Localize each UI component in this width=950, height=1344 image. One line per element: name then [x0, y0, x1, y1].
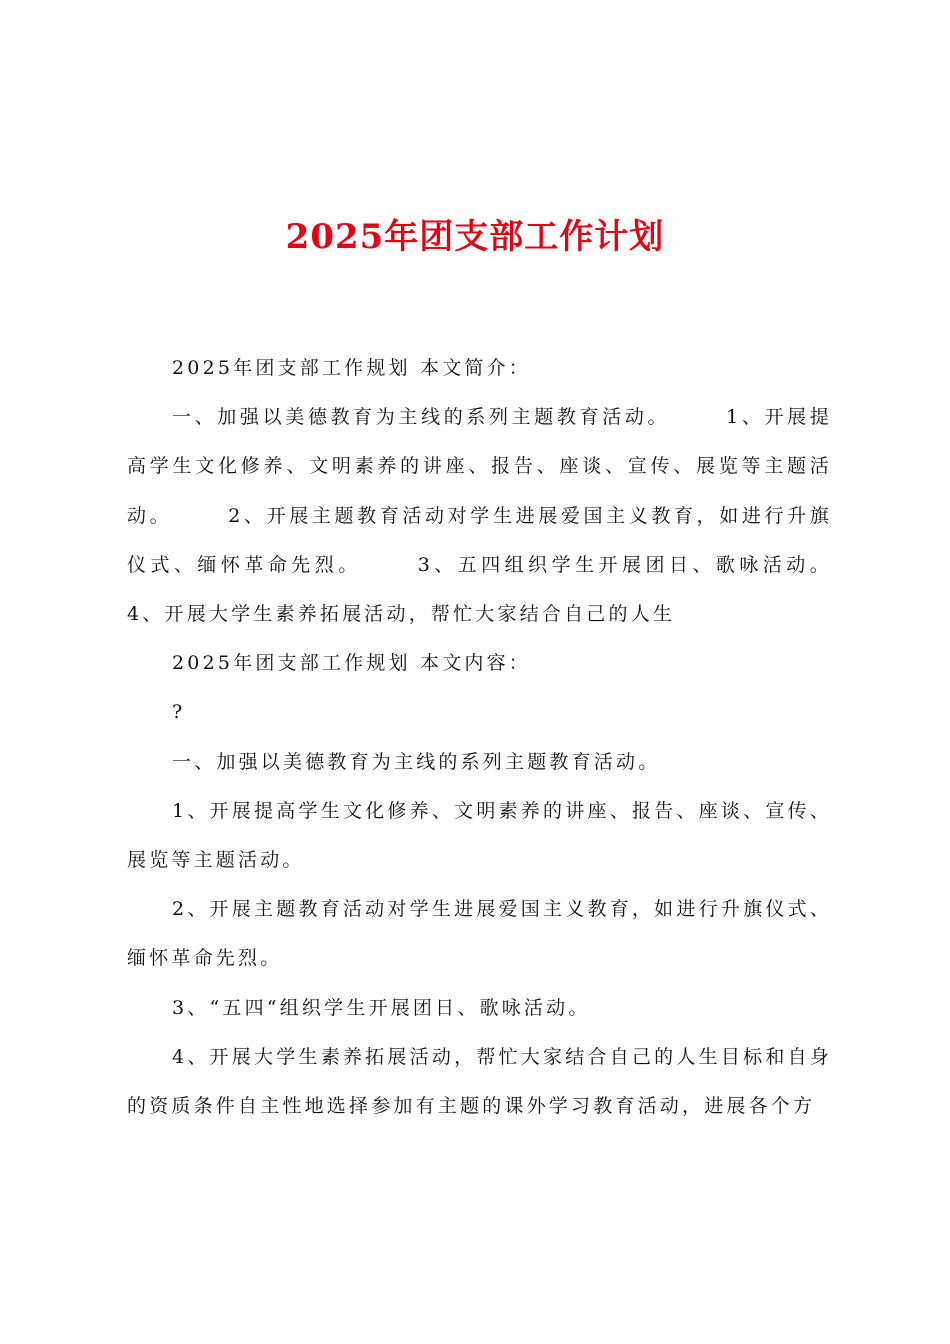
list-item: 1、开展提高学生文化修养、文明素养的讲座、报告、座谈、宣传、展览等主题活动。 [127, 799, 832, 872]
list-item: 2、开展主题教育活动对学生进展爱国主义教育，如进行升旗仪式、缅怀革命先烈。 [127, 898, 832, 970]
document-body [127, 344, 832, 1131]
content-heading: 2025年团支部工作规划 本文内容： [172, 652, 531, 675]
summary-segment: 1、开展提高学生文化修养、文明素养的讲座、报告、座谈、宣传、展览等主题活动。 [127, 406, 832, 527]
list-item: 4、开展大学生素养拓展活动，帮忙大家结合自己的人生目标和自身的资质条件自主性地选择参加有主题的课外学习教育活动，进展各个方 [127, 1045, 832, 1118]
summary-paragraph [127, 393, 832, 639]
summary-segment: 3、五四组织学生开展团日、歌咏活动。 [417, 553, 832, 576]
summary-segment: 一、加强以美德教育为主线的系列主题教育活动。 [172, 406, 671, 429]
section-heading: 一、加强以美德教育为主线的系列主题教育活动。 [172, 750, 661, 773]
document-title: 2025年团支部工作计划 [285, 217, 665, 257]
summary-segment: 2、开展主题教育活动对学生进展爱国主义教育，如进行升旗仪式、缅怀革命先烈。 [127, 504, 832, 576]
summary-heading: 2025年团支部工作规划 本文简介： [172, 357, 531, 379]
summary-segment: 4、开展大学生素养拓展活动，帮忙大家结合自己的人生 [127, 603, 676, 626]
placeholder-mark: ? [172, 701, 186, 724]
list-item: 3、“五四“组织学生开展团日、歌咏活动。 [172, 996, 591, 1019]
